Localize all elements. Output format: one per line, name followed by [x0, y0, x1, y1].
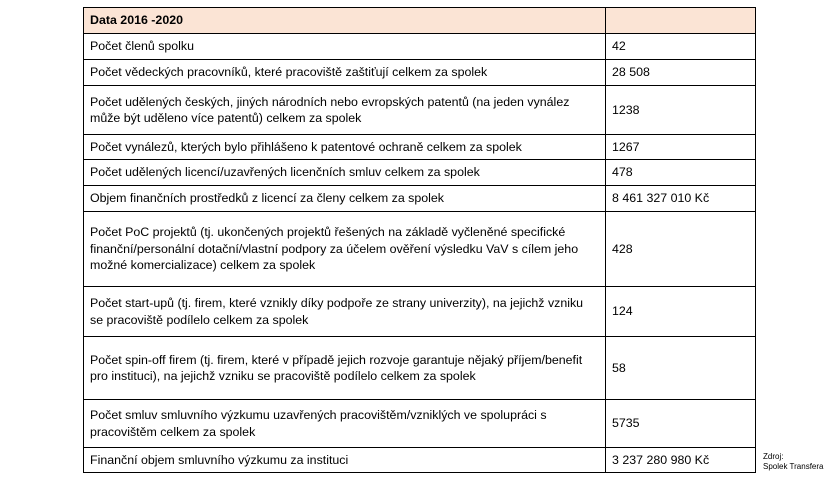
table-row	[84, 160, 756, 186]
row-value: 1238	[606, 86, 756, 135]
row-value: 3 237 280 980 Kč	[606, 448, 756, 473]
table-row	[84, 135, 756, 160]
row-value: 124	[606, 287, 756, 337]
source-label: Zdroj:	[763, 452, 784, 461]
row-label: Počet start-upů (tj. firem, které vznikly díky podpoře ze strany univerzity), na jejichž vzniku se pracoviště podílelo celkem za spolek	[84, 287, 606, 337]
stats-table	[83, 7, 756, 473]
row-value: 8 461 327 010 Kč	[606, 186, 756, 212]
header-label-cell: Data 2016 -2020	[84, 8, 606, 34]
table-row	[84, 86, 756, 135]
row-value: 478	[606, 160, 756, 186]
table-row	[84, 337, 756, 400]
row-label: Počet udělených licencí/uzavřených licenčních smluv celkem za spolek	[84, 160, 606, 186]
header-value-cell	[606, 8, 756, 34]
row-value: 1267	[606, 135, 756, 160]
table-row	[84, 212, 756, 287]
table-row	[84, 34, 756, 60]
row-label: Počet smluv smluvního výzkumu uzavřených pracovištěm/vzniklých ve spolupráci s pracovištěm celkem za spolek	[84, 400, 606, 448]
row-label: Finanční objem smluvního výzkumu za instituci	[84, 448, 606, 473]
table-row	[84, 448, 756, 473]
row-label: Počet udělených českých, jiných národních nebo evropských patentů (na jeden vynález může být uděleno více patentů) celkem za spolek	[84, 86, 606, 135]
row-label: Počet spin-off firem (tj. firem, které v případě jejich rozvoje garantuje nějaký příjem/benefit pro instituci), na jejichž vzniku se pracoviště podílelo celkem za spolek	[84, 337, 606, 400]
row-label: Počet vědeckých pracovníků, které pracoviště zaštiťují celkem za spolek	[84, 60, 606, 86]
row-value: 428	[606, 212, 756, 287]
row-value: 58	[606, 337, 756, 400]
table-row	[84, 287, 756, 337]
table-row	[84, 400, 756, 448]
row-label: Počet členů spolku	[84, 34, 606, 60]
row-label: Objem finančních prostředků z licencí za členy celkem za spolek	[84, 186, 606, 212]
table-header-row	[84, 8, 756, 34]
row-value: 5735	[606, 400, 756, 448]
row-value: 28 508	[606, 60, 756, 86]
table-row	[84, 186, 756, 212]
row-label: Počet vynálezů, kterých bylo přihlášeno k patentové ochraně celkem za spolek	[84, 135, 606, 160]
row-label: Počet PoC projektů (tj. ukončených projektů řešených na základě vyčleněné specifické finanční/personální dotační/vlastní podpory za účelem ověření výsledku VaV s cílem jeho možné komercializace) celkem za spolek	[84, 212, 606, 287]
source-note	[763, 452, 823, 472]
source-name: Spolek Transfera	[763, 462, 824, 471]
table-row	[84, 60, 756, 86]
row-value: 42	[606, 34, 756, 60]
